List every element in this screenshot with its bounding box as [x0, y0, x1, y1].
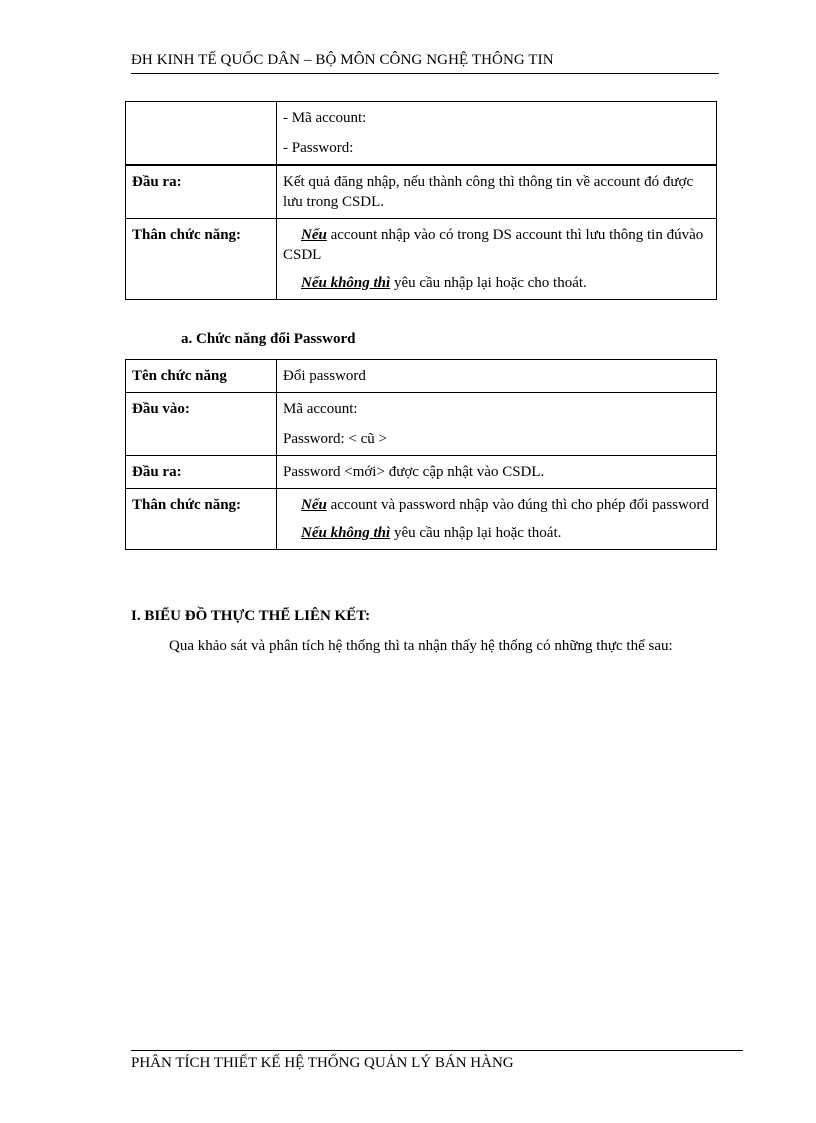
if-clause [283, 495, 710, 515]
page-footer: PHÂN TÍCH THIẾT KẾ HỆ THỐNG QUẢN LÝ BÁN HÀNG [131, 1050, 743, 1072]
table-row [126, 360, 717, 393]
table-row [126, 219, 717, 300]
else-clause [283, 523, 710, 543]
body-paragraph: Qua khảo sát và phân tích hệ thống thì ta nhận thấy hệ thống có những thực thể sau: [169, 638, 673, 654]
else-keyword: Nếu không thì [301, 275, 391, 291]
if-text: account nhập vào có trong DS account thì lưu thông tin đúvào CSDL [283, 227, 704, 263]
row-label: Tên chức năng [126, 360, 277, 393]
else-text: yêu cầu nhập lại hoặc cho thoát. [390, 275, 587, 291]
input-line: - Mã account: [283, 110, 367, 126]
if-keyword: Nếu [301, 227, 327, 243]
row-label: Đầu ra: [126, 456, 277, 489]
else-keyword: Nếu không thì [301, 525, 391, 541]
table-row [126, 489, 717, 550]
row-label [126, 102, 277, 166]
row-label: Thân chức năng: [126, 219, 277, 300]
row-value: Đổi password [277, 360, 717, 393]
page-header: ĐH KINH TẾ QUỐC DÂN – BỘ MÔN CÔNG NGHỆ THÔNG TIN [131, 52, 719, 74]
table-row [126, 393, 717, 456]
row-value [277, 393, 717, 456]
else-clause [283, 273, 710, 293]
row-value: Kết quả đăng nhập, nếu thành công thì thông tin về account đó được lưu trong CSDL. [277, 165, 717, 219]
change-password-function-table [125, 359, 717, 550]
table-row [126, 102, 717, 166]
subsection-heading: a. Chức năng đổi Password [181, 331, 356, 347]
else-text: yêu cầu nhập lại hoặc thoát. [390, 525, 562, 541]
row-label: Đầu vào: [126, 393, 277, 456]
login-function-table [125, 101, 717, 300]
row-label: Thân chức năng: [126, 489, 277, 550]
input-line: Mã account: [283, 401, 358, 417]
input-line: - Password: [283, 140, 354, 156]
table-row [126, 456, 717, 489]
row-label: Đầu ra: [126, 165, 277, 219]
if-text: account và password nhập vào đúng thì cho phép đổi password [326, 497, 709, 513]
input-line: Password: < cũ > [283, 431, 387, 447]
table-row [126, 165, 717, 219]
row-value [277, 219, 717, 300]
if-keyword: Nếu [301, 497, 327, 513]
row-value: Password <mới> được cập nhật vào CSDL. [277, 456, 717, 489]
section-heading: I. BIỂU ĐỒ THỰC THỂ LIÊN KẾT: [131, 608, 371, 624]
row-value [277, 102, 717, 166]
row-value [277, 489, 717, 550]
if-clause [283, 225, 710, 265]
